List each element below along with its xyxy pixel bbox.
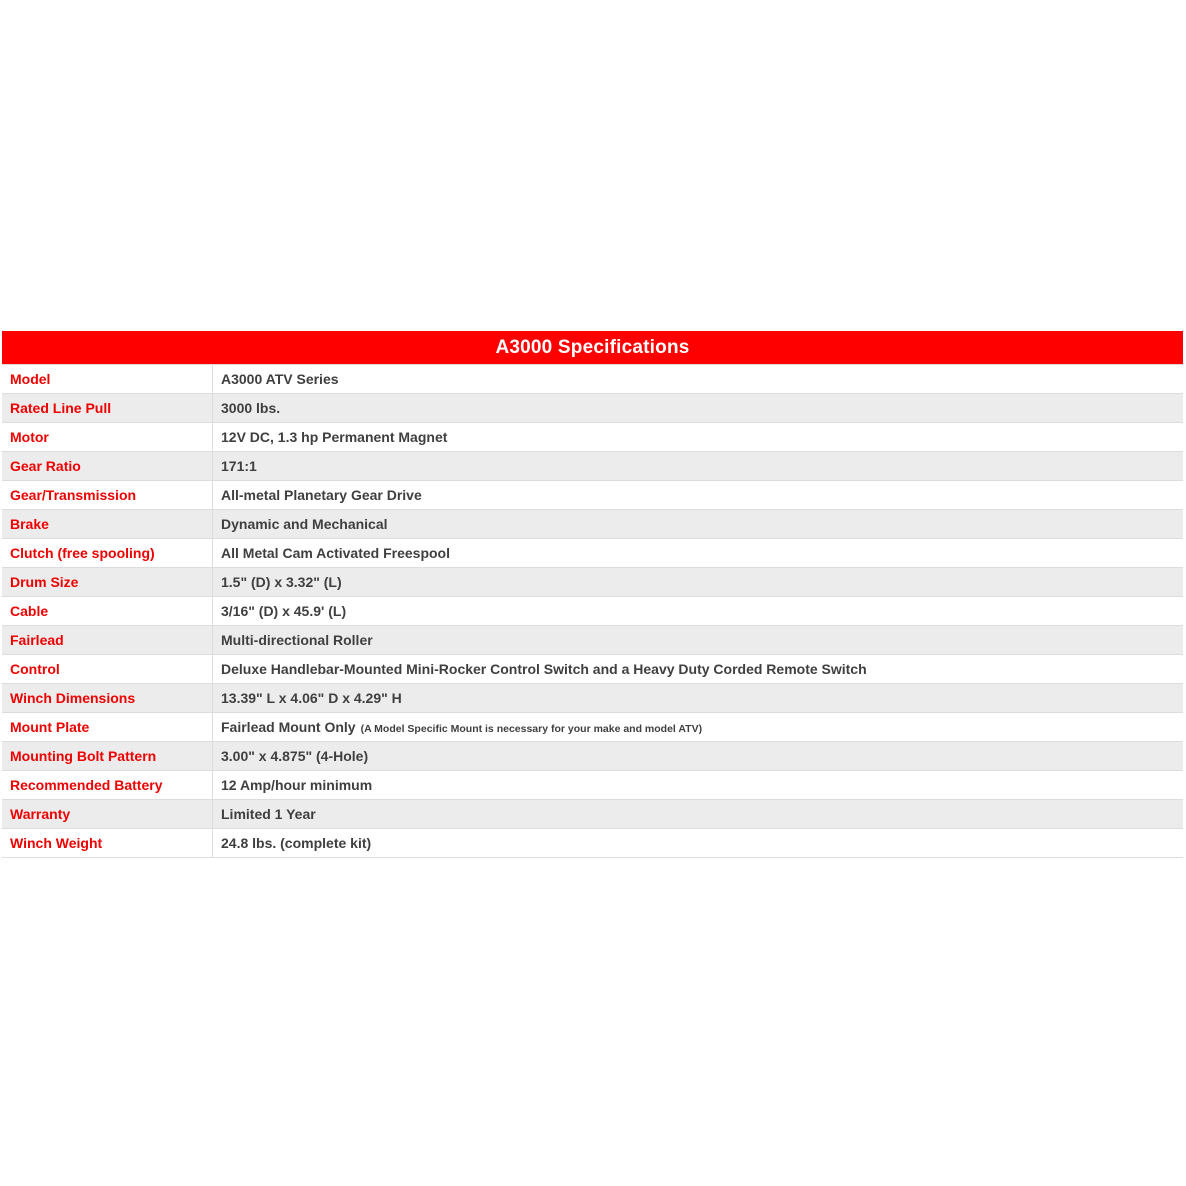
spec-label: Brake [2,510,213,538]
spec-value [213,829,1183,857]
spec-value-text: Limited 1 Year [221,806,316,822]
spec-label: Drum Size [2,568,213,596]
spec-value [213,655,1183,683]
spec-value-text: Deluxe Handlebar-Mounted Mini-Rocker Control Switch and a Heavy Duty Corded Remote Switch [221,661,867,677]
spec-value-text: 12V DC, 1.3 hp Permanent Magnet [221,429,448,445]
spec-value-text: A3000 ATV Series [221,371,339,387]
spec-value [213,568,1183,596]
table-row [2,596,1183,625]
table-body [2,364,1183,858]
spec-value-text: 3.00" x 4.875" (4-Hole) [221,748,369,764]
table-row [2,538,1183,567]
table-row [2,480,1183,509]
spec-label: Warranty [2,800,213,828]
table-row [2,625,1183,654]
table-row [2,828,1183,857]
table-row [2,683,1183,712]
specifications-table [2,331,1183,858]
spec-value [213,684,1183,712]
spec-value [213,365,1183,393]
spec-label: Motor [2,423,213,451]
spec-value [213,626,1183,654]
spec-label: Gear Ratio [2,452,213,480]
spec-value [213,394,1183,422]
spec-value-text: Dynamic and Mechanical [221,516,388,532]
spec-label: Gear/Transmission [2,481,213,509]
spec-value [213,713,1183,741]
table-title: A3000 Specifications [2,331,1183,364]
spec-value-text: Fairlead Mount Only [221,719,356,735]
spec-value-text: 24.8 lbs. (complete kit) [221,835,372,851]
table-row [2,509,1183,538]
spec-value [213,742,1183,770]
spec-value-text: All Metal Cam Activated Freespool [221,545,450,561]
spec-value-text: 3/16" (D) x 45.9' (L) [221,603,347,619]
spec-value-text: 12 Amp/hour minimum [221,777,373,793]
table-row [2,741,1183,770]
table-row [2,451,1183,480]
spec-value-text: Multi-directional Roller [221,632,373,648]
spec-value-text: 171:1 [221,458,257,474]
table-row [2,654,1183,683]
spec-value [213,452,1183,480]
spec-label: Fairlead [2,626,213,654]
spec-value [213,481,1183,509]
spec-value-text: 3000 lbs. [221,400,281,416]
spec-label: Control [2,655,213,683]
spec-value [213,771,1183,799]
spec-value [213,800,1183,828]
spec-label: Winch Weight [2,829,213,857]
table-row [2,364,1183,393]
table-row [2,770,1183,799]
table-row [2,393,1183,422]
spec-value-note: (A Model Specific Mount is necessary for your make and model ATV) [360,722,703,735]
spec-value [213,539,1183,567]
spec-value-text: 13.39" L x 4.06" D x 4.29" H [221,690,402,706]
spec-label: Rated Line Pull [2,394,213,422]
spec-value [213,597,1183,625]
spec-label: Cable [2,597,213,625]
spec-value-text: 1.5" (D) x 3.32" (L) [221,574,342,590]
spec-label: Mounting Bolt Pattern [2,742,213,770]
spec-label: Model [2,365,213,393]
spec-label: Recommended Battery [2,771,213,799]
table-row [2,567,1183,596]
spec-label: Mount Plate [2,713,213,741]
spec-value [213,423,1183,451]
table-row [2,422,1183,451]
spec-label: Clutch (free spooling) [2,539,213,567]
table-row [2,799,1183,828]
table-row [2,712,1183,741]
spec-label: Winch Dimensions [2,684,213,712]
spec-value-text: All-metal Planetary Gear Drive [221,487,422,503]
spec-value [213,510,1183,538]
